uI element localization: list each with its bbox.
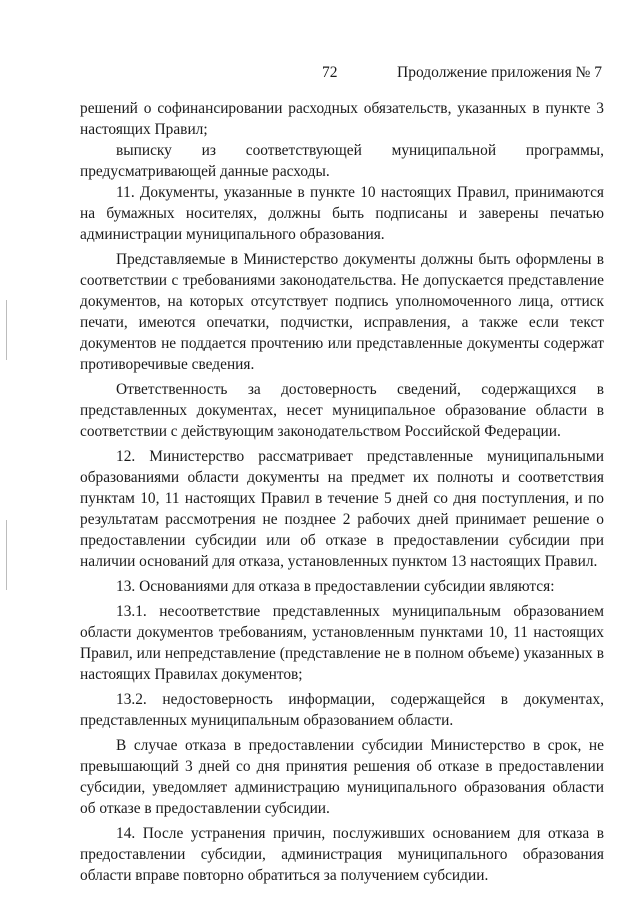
paragraph: 11. Документы, указанные в пункте 10 настоящих Правил, принимаются на бумажных носителях, должны быть подписаны и заверены печатью администрации муниципального образования. xyxy=(80,184,604,243)
paragraph: решений о софинансировании расходных обязательств, указанных в пункте 3 настоящих Правил; xyxy=(80,100,604,138)
paragraph: В случае отказа в предоставлении субсидии Министерство в срок, не превышающий 3 дней со дня принятия решения об отказе в предоставлении субсидии, уведомляет администрацию муниципального образования области об отказе в предоставлении субсидии. xyxy=(80,737,604,817)
scan-edge-mark xyxy=(6,300,7,360)
paragraph: 14. После устранения причин, послуживших основанием для отказа в предоставлении субсидии, администрация муниципального образования области вправе повторно обратиться за получением субсидии. xyxy=(80,825,604,884)
page-header xyxy=(0,64,640,86)
paragraph: 13.2. недостоверность информации, содержащейся в документах, представленных муниципальным образованием области. xyxy=(80,691,604,729)
paragraph: 13. Основаниями для отказа в предоставлении субсидии являются: xyxy=(116,578,555,595)
document-body xyxy=(80,98,604,890)
paragraph: выписку из соответствующей муниципальной программы, предусматривающей данные расходы. xyxy=(80,142,604,180)
paragraph: Ответственность за достоверность сведений, содержащихся в представленных документах, несет муниципальное образование области в соответствии с действующим законодательством Российской Федерации. xyxy=(80,381,604,440)
page-number: 72 xyxy=(322,64,338,81)
scan-edge-mark xyxy=(6,520,7,590)
appendix-label: Продолжение приложения № 7 xyxy=(397,64,602,81)
paragraph: Представляемые в Министерство документы должны быть оформлены в соответствии с требованиями законодательства. Не допускается представление документов, на которых отсутствует подпись уполномоченного лица, оттиск печати, имеются опечатки, подчистки, исправления, а также если текст документов не поддается прочтению или представленные документы содержат противоречивые сведения. xyxy=(80,251,604,373)
paragraph: 13.1. несоответствие представленных муниципальным образованием области документов требованиям, установленным пунктами 10, 11 настоящих Правил, или непредставление (представление не в полном объеме) указанных в настоящих Правилах документов; xyxy=(80,603,604,683)
paragraph: 12. Министерство рассматривает представленные муниципальными образованиями области документы на предмет их полноты и соответствия пунктам 10, 11 настоящих Правил в течение 5 дней со дня поступления, и по результатам рассмотрения не позднее 2 рабочих дней принимает решение о предоставлении субсидии или об отказе в предоставлении субсидии при наличии оснований для отказа, установленных пунктом 13 настоящих Правил. xyxy=(80,448,604,570)
